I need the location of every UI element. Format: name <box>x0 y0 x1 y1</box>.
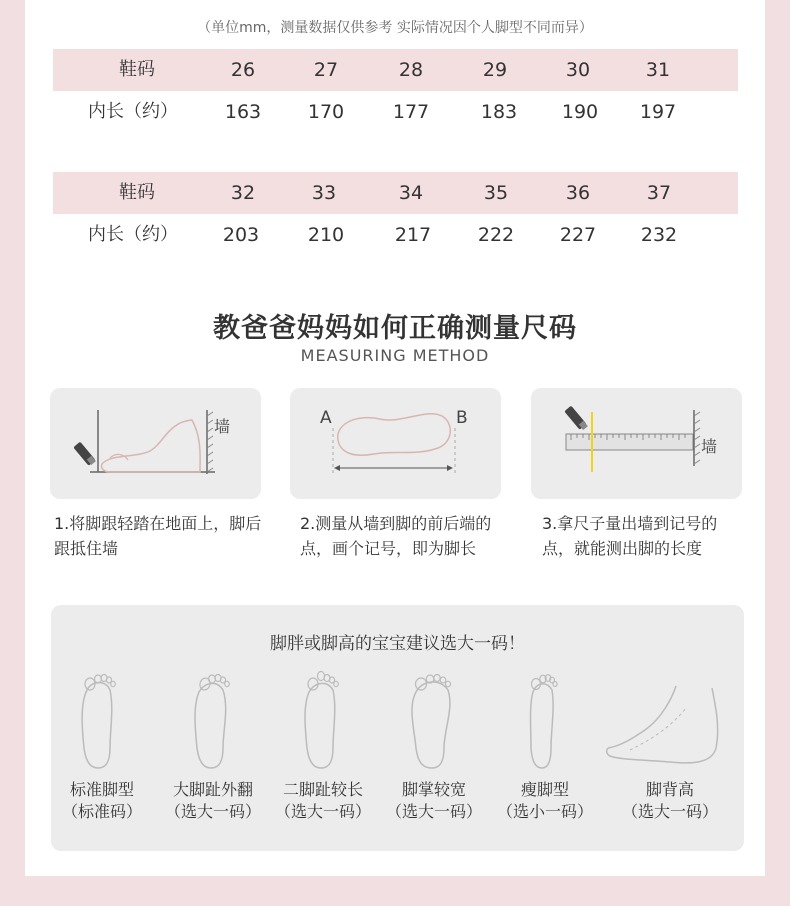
standard-foot-icon <box>46 668 158 776</box>
size-cell: 30 <box>565 59 591 81</box>
length-cell: 217 <box>394 224 432 246</box>
method-title: 教爸爸妈妈如何正确测量尺码 <box>213 313 577 344</box>
slim-foot-icon <box>489 668 601 776</box>
size-cell: 34 <box>398 182 424 204</box>
point-b-label: B <box>456 408 468 428</box>
foot-type-label-long-second-toe <box>267 779 379 823</box>
foot-type-name: 脚背高 <box>645 780 694 799</box>
size-header-label: 鞋码 <box>119 182 155 203</box>
foot-type-label-slim <box>489 779 601 823</box>
step-1-text: 1.将脚跟轻踏在地面上，脚后跟抵住墙 <box>54 514 262 558</box>
high-instep-foot-icon <box>600 668 740 776</box>
length-row <box>53 91 738 133</box>
foot-type-wide <box>378 668 490 776</box>
step-2-illustration <box>290 388 501 499</box>
size-cell: 36 <box>565 182 591 204</box>
size-header-label: 鞋码 <box>119 59 155 80</box>
length-cell: 197 <box>639 101 677 123</box>
step-3-text: 3.拿尺子量出墙到记号的点，就能测出脚的长度 <box>542 514 718 558</box>
point-a-label: A <box>320 408 332 428</box>
wide-foot-icon <box>378 668 490 776</box>
foot-type-advice: （选大一码） <box>385 802 482 821</box>
foot-type-name: 标准脚型 <box>69 780 134 799</box>
foot-type-slim <box>489 668 601 776</box>
bunion-foot-icon <box>157 668 269 776</box>
length-cell: 190 <box>561 101 599 123</box>
size-cell: 27 <box>313 59 339 81</box>
foot-type-label-bunion <box>157 779 269 823</box>
length-row <box>53 214 738 256</box>
foot-type-name: 瘦脚型 <box>520 780 569 799</box>
length-cell: 210 <box>307 224 345 246</box>
size-table-2 <box>53 172 738 256</box>
unit-note: （单位mm，测量数据仅供参考 实际情况因个人脚型不同而异） <box>197 20 593 36</box>
size-cell: 37 <box>646 182 672 204</box>
wall-label: 墙 <box>701 437 718 456</box>
length-row-label: 内长（约） <box>88 224 178 245</box>
size-cell: 32 <box>230 182 256 204</box>
foot-type-title: 脚胖或脚高的宝宝建议选大一码！ <box>270 634 525 654</box>
length-cell: 177 <box>392 101 430 123</box>
foot-type-advice: （选大一码） <box>164 802 261 821</box>
foot-type-long-second-toe <box>267 668 379 776</box>
size-table-1 <box>53 49 738 133</box>
length-cell: 170 <box>307 101 345 123</box>
step-1-illustration <box>50 388 261 499</box>
length-cell: 232 <box>640 224 678 246</box>
foot-outline-drawing <box>290 388 501 499</box>
foot-type-name: 二脚趾较长 <box>282 780 363 799</box>
foot-type-panel <box>51 605 744 851</box>
foot-type-label-wide <box>378 779 490 823</box>
size-cell: 33 <box>311 182 337 204</box>
foot-type-name: 脚掌较宽 <box>401 780 466 799</box>
step-3-illustration <box>531 388 742 499</box>
foot-type-bunion <box>157 668 269 776</box>
foot-type-advice: （选小一码） <box>496 802 593 821</box>
size-cell: 29 <box>482 59 508 81</box>
size-cell: 28 <box>398 59 424 81</box>
length-cell: 222 <box>477 224 515 246</box>
method-subtitle: MEASURING METHOD <box>300 346 490 365</box>
foot-type-advice: （选大一码） <box>621 802 718 821</box>
foot-type-label-high-instep <box>614 779 726 823</box>
size-header-row <box>53 172 738 214</box>
size-cell: 26 <box>230 59 256 81</box>
foot-type-advice: （选大一码） <box>274 802 371 821</box>
size-cell: 31 <box>645 59 671 81</box>
size-header-row <box>53 49 738 91</box>
wall-label: 墙 <box>214 417 231 436</box>
foot-type-advice: （标准码） <box>61 802 142 821</box>
foot-type-standard <box>46 668 158 776</box>
length-cell: 183 <box>480 101 518 123</box>
length-cell: 227 <box>559 224 597 246</box>
long-second-toe-foot-icon <box>267 668 379 776</box>
length-cell: 203 <box>222 224 260 246</box>
size-cell: 35 <box>483 182 509 204</box>
foot-type-high-instep <box>600 668 740 776</box>
foot-type-name: 大脚趾外翻 <box>172 780 253 799</box>
step-2-text: 2.测量从墙到脚的前后端的点，画个记号，即为脚长 <box>300 514 492 558</box>
foot-type-label-standard <box>46 779 158 823</box>
heel-on-floor-drawing <box>50 388 261 499</box>
length-row-label: 内长（约） <box>88 101 178 122</box>
length-cell: 163 <box>224 101 262 123</box>
